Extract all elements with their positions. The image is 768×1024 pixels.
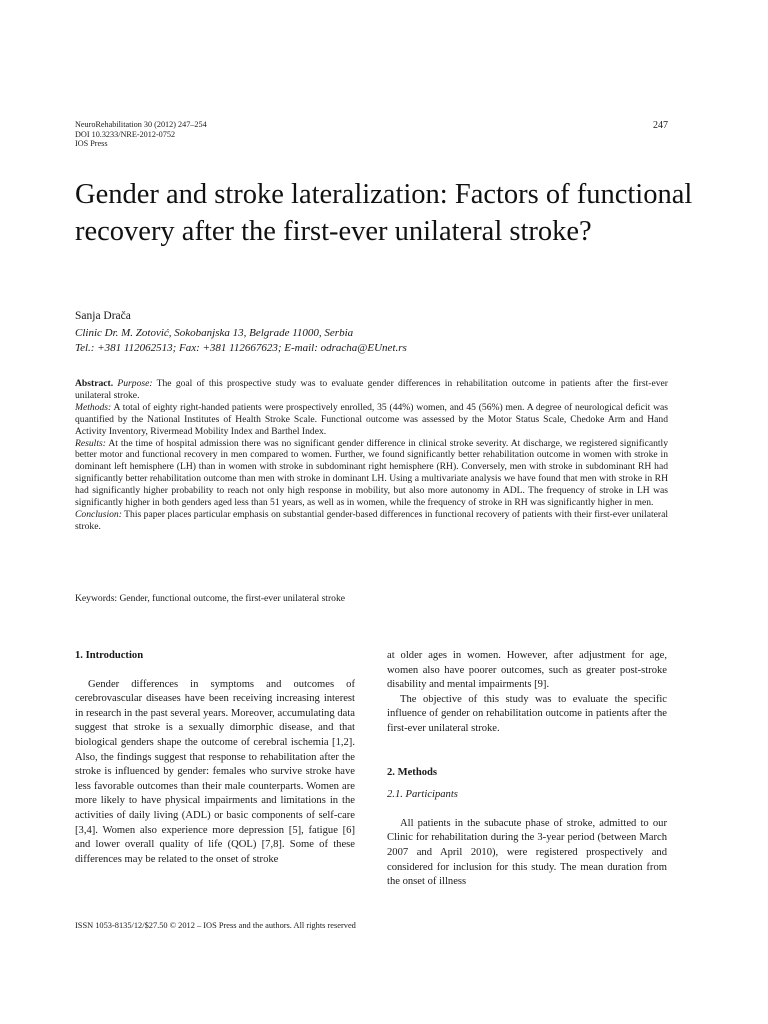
journal-info bbox=[75, 120, 207, 149]
journal-citation: NeuroRehabilitation 30 (2012) 247–254 bbox=[75, 120, 207, 129]
abstract-heading: Abstract. bbox=[75, 378, 114, 389]
author-name: Sanja Drača bbox=[75, 310, 131, 322]
paper-title: Gender and stroke lateralization: Factors of functional recovery after the first-ever unilateral stroke? bbox=[75, 179, 693, 247]
participants-heading: 2.1. Participants bbox=[387, 789, 458, 801]
affiliation-address: Clinic Dr. M. Zotović, Sokobanjska 13, Belgrade 11000, Serbia bbox=[75, 327, 354, 339]
introduction-paragraph-2: The objective of this study was to evaluate the specific influence of gender on rehabilitation outcome in patients after the first-ever unilateral stroke. bbox=[387, 693, 667, 734]
left-column bbox=[75, 649, 355, 867]
conclusion-text: This paper places particular emphasis on substantial gender-based differences in functional recovery of patients with their first-ever unilateral stroke. bbox=[75, 508, 668, 532]
introduction-paragraph-1: Gender differences in symptoms and outcomes of cerebrovascular diseases have been receiving increasing interest in research in the past several years. Moreover, accumulating data suggest that stroke is a sexually dimorphic disease, and that biological genders shape the outcome of cerebral ischemia [1,2]. Also, the findings suggest that response to rehabilitation after the stroke is influenced by gender: females who survive stroke have less favorable outcomes than their male counterparts. Women are more likely to have physical impairments and limitations in the activities of daily living (ADL) or basic components of self-care [3,4]. Women also experience more depression [5], fatigue [6] and lower overall quality of life (QOL) [7,8]. Some of these differences may be related to the onset of stroke bbox=[75, 678, 355, 865]
page-number: 247 bbox=[653, 120, 668, 131]
abstract-methods bbox=[75, 402, 668, 438]
methods-heading: 2. Methods bbox=[387, 766, 438, 778]
abstract-results bbox=[75, 438, 668, 509]
purpose-text: The goal of this prospective study was to evaluate gender differences in rehabilitation outcome in patients after the first-ever unilateral stroke. bbox=[75, 378, 668, 401]
affiliation-contact: Tel.: +381 112062513; Fax: +381 112667623; E-mail: odracha@EUnet.rs bbox=[75, 342, 407, 354]
keywords: Keywords: Gender, functional outcome, the first-ever unilateral stroke bbox=[75, 593, 346, 604]
participants-paragraph-1: All patients in the subacute phase of stroke, admitted to our Clinic for rehabilitation during the 3-year period (between March 2007 and April 2010), were registered prospectively and considered for inclusion for this study. The mean duration from the onset of illness bbox=[387, 817, 667, 888]
right-column bbox=[387, 649, 667, 890]
abstract bbox=[75, 378, 668, 533]
purpose-label: Purpose: bbox=[117, 378, 153, 389]
results-label: Results: bbox=[75, 437, 106, 449]
results-text: At the time of hospital admission there was no significant gender difference in clinical stroke severity. At discharge, we registered significantly better motor and functional recovery in men compared to women. Further, we found significantly better rehabilitation outcome in women with stroke in dominant left hemisphere (LH) than in women with stroke in subdominant right hemisphere (RH). Conversely, men with stroke in subdominant RH had significantly better rehabilitation outcome than men with stroke in dominant LH. Using a multivariate analysis we have found that men with stroke in RH had significantly higher probability to reach not only high response in mobility, but also more autonomy in ADL. The frequency of stroke in LH was significantly higher in both genders aged less than 51 years, as well as in women, while the frequency of stroke in RH was significantly higher in men. bbox=[75, 437, 669, 509]
abstract-purpose bbox=[75, 378, 668, 402]
journal-doi: DOI 10.3233/NRE-2012-0752 bbox=[75, 129, 176, 139]
introduction-paragraph-1-continued: at older ages in women. However, after adjustment for age, women also have poorer outcomes, such as greater post-stroke disability and mental impairments [9]. bbox=[387, 650, 667, 691]
introduction-heading: 1. Introduction bbox=[75, 650, 144, 661]
methods-label: Methods: bbox=[75, 401, 112, 413]
methods-text: A total of eighty right-handed patients were prospectively enrolled, 35 (44%) women, and 45 (56%) men. A degree of neurological deficit was quantified by the National Institutes of Health Stroke Scale. Functional outcome was assessed by the Motor Status Scale, Chedoke Arm and Hand Activity Inventory, Rivermead Mobility Index and Barthel Index. bbox=[75, 401, 668, 437]
conclusion-label: Conclusion: bbox=[75, 508, 122, 520]
journal-publisher: IOS Press bbox=[75, 139, 108, 149]
copyright-footer: ISSN 1053-8135/12/$27.50 © 2012 – IOS Press and the authors. All rights reserved bbox=[75, 921, 356, 930]
author-affiliation bbox=[75, 326, 407, 356]
abstract-conclusion bbox=[75, 509, 668, 533]
